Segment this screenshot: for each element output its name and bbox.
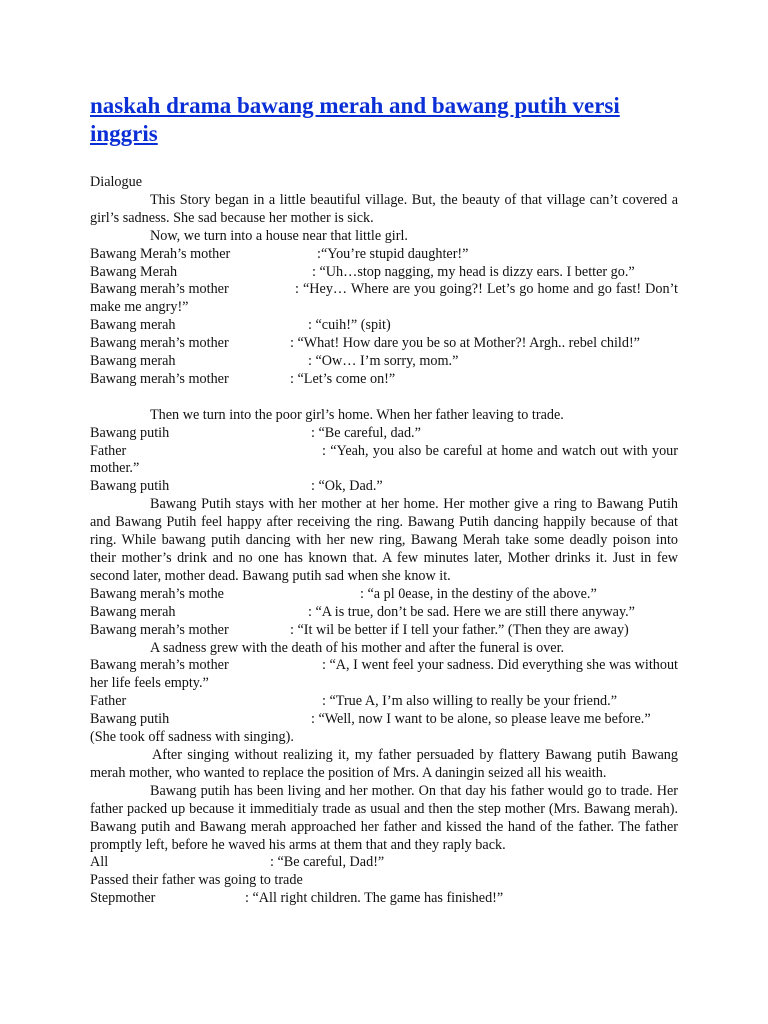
script-body: [90, 174, 678, 908]
speaker: All: [90, 854, 109, 871]
narration-5: A sadness grew with the death of his mother and after the funeral is over.: [150, 639, 565, 656]
speaker: Bawang Merah: [90, 263, 178, 280]
speaker: Stepmother: [90, 890, 156, 907]
line-text: : “What! How dare you be so at Mother?! Argh.. rebel child!”: [290, 335, 640, 352]
speaker: Father: [90, 442, 127, 459]
dialogue-line-wrapped: [90, 657, 678, 693]
dialogue-line: [90, 246, 678, 264]
speaker: Bawang putih: [90, 478, 170, 495]
line-text: : “Hey… Where are you going?! Let’s go home and go fast! Don’t make me angry!”: [90, 281, 678, 316]
narration-1: This Story began in a little beautiful village. But, the beauty of that village can’t covered a girl’s sadness. She sad because her mother is sick.: [90, 191, 678, 226]
narration-8: Bawang putih has been living and her mother. On that day his father would go to trade. Her father packed up because it immeditialy trade as usual and then the step mother (Mrs. Bawang merah). Bawang putih and Bawang merah approached her father and kissed the hand of the father. The father promptly left, before he waved his arms at them that and they raply back.: [90, 782, 678, 853]
document-title[interactable]: [90, 92, 678, 148]
line-text: : “A is true, don’t be sad. Here we are still there anyway.”: [308, 603, 635, 620]
dialogue-line: [90, 711, 678, 729]
narration-2: Now, we turn into a house near that little girl.: [150, 227, 408, 244]
line-text: :“You’re stupid daughter!”: [317, 245, 469, 262]
dialogue-block-2: [90, 425, 678, 497]
title-link[interactable]: naskah drama bawang merah and bawang putih versi inggris: [90, 93, 620, 146]
dialogue-line: [90, 622, 678, 640]
line-text: : “All right children. The game has finished!”: [245, 890, 504, 907]
speaker: Bawang merah: [90, 353, 176, 370]
line-text: : “Yeah, you also be careful at home and watch out with your mother.”: [90, 442, 678, 477]
line-text: : “Be careful, Dad!”: [270, 854, 385, 871]
line-text: : “Let’s come on!”: [290, 370, 396, 387]
dialogue-line: [90, 478, 678, 496]
line-text: : “Well, now I want to be alone, so please leave me before.”: [311, 711, 651, 728]
speaker: Bawang merah’s mother: [90, 281, 229, 298]
line-text: : “cuih!” (spit): [308, 317, 391, 334]
line-text: : “a pl 0ease, in the destiny of the above.”: [360, 585, 597, 602]
line-text: : “It wil be better if I tell your father.” (Then they are away): [290, 621, 629, 638]
dialogue-line: [90, 604, 678, 622]
line-text: : “Be careful, dad.”: [311, 424, 421, 441]
speaker: Bawang merah’s mother: [90, 335, 229, 352]
dialogue-line: [90, 890, 678, 908]
dialogue-line: [90, 854, 678, 872]
dialogue-line-wrapped: [90, 443, 678, 479]
narration-3: Then we turn into the poor girl’s home. When her father leaving to trade.: [150, 406, 564, 423]
blank-line: [90, 389, 678, 407]
narration-7: After singing without realizing it, my father persuaded by flattery Bawang putih Bawang merah mother, who wanted to replace the position of Mrs. A daningin seized all his weaith.: [90, 746, 678, 781]
document-page: [90, 92, 678, 908]
dialogue-line: [90, 353, 678, 371]
dialogue-line: [90, 586, 678, 604]
dialogue-block-1: [90, 246, 678, 389]
line-text: : “Ok, Dad.”: [311, 478, 383, 495]
dialogue-line: [90, 371, 678, 389]
dialogue-line-wrapped: [90, 281, 678, 317]
narration-6: (She took off sadness with singing).: [90, 729, 294, 746]
line-text: : “True A, I’m also willing to really be your friend.”: [322, 693, 617, 710]
dialogue-block-3: [90, 586, 678, 640]
speaker: Bawang merah’s mother: [90, 370, 229, 387]
section-label: Dialogue: [90, 174, 143, 190]
dialogue-line: [90, 335, 678, 353]
narration-4: Bawang Putih stays with her mother at her home. Her mother give a ring to Bawang Putih and Bawang Putih feel happy after receiving the ring. Bawang Putih dancing happily because of that ring. While bawang putih dancing with her new ring, Bawang Merah take some deadly poison into their mother’s drink and no one has known that. A few minutes later, Mother drinks it. Just in few second later, mother dead. Bawang putih sad when she know it.: [90, 496, 678, 584]
speaker: Bawang merah’s mother: [90, 621, 229, 638]
speaker: Bawang putih: [90, 424, 170, 441]
speaker: Bawang merah’s mothe: [90, 585, 224, 602]
narration-9: Passed their father was going to trade: [90, 872, 303, 889]
speaker: Bawang merah: [90, 603, 176, 620]
line-text: : “Ow… I’m sorry, mom.”: [308, 353, 459, 370]
dialogue-block-4: [90, 657, 678, 729]
line-text: : “A, I went feel your sadness. Did everything she was without her life feels empty.”: [90, 657, 678, 692]
dialogue-line: [90, 264, 678, 282]
line-text: : “Uh…stop nagging, my head is dizzy ears. I better go.”: [312, 263, 635, 280]
dialogue-line: [90, 425, 678, 443]
dialogue-line: [90, 693, 678, 711]
dialogue-line: [90, 317, 678, 335]
speaker: Bawang putih: [90, 711, 170, 728]
speaker: Father: [90, 693, 127, 710]
speaker: Bawang merah’s mother: [90, 657, 229, 674]
speaker: Bawang merah: [90, 317, 176, 334]
speaker: Bawang Merah’s mother: [90, 245, 231, 262]
